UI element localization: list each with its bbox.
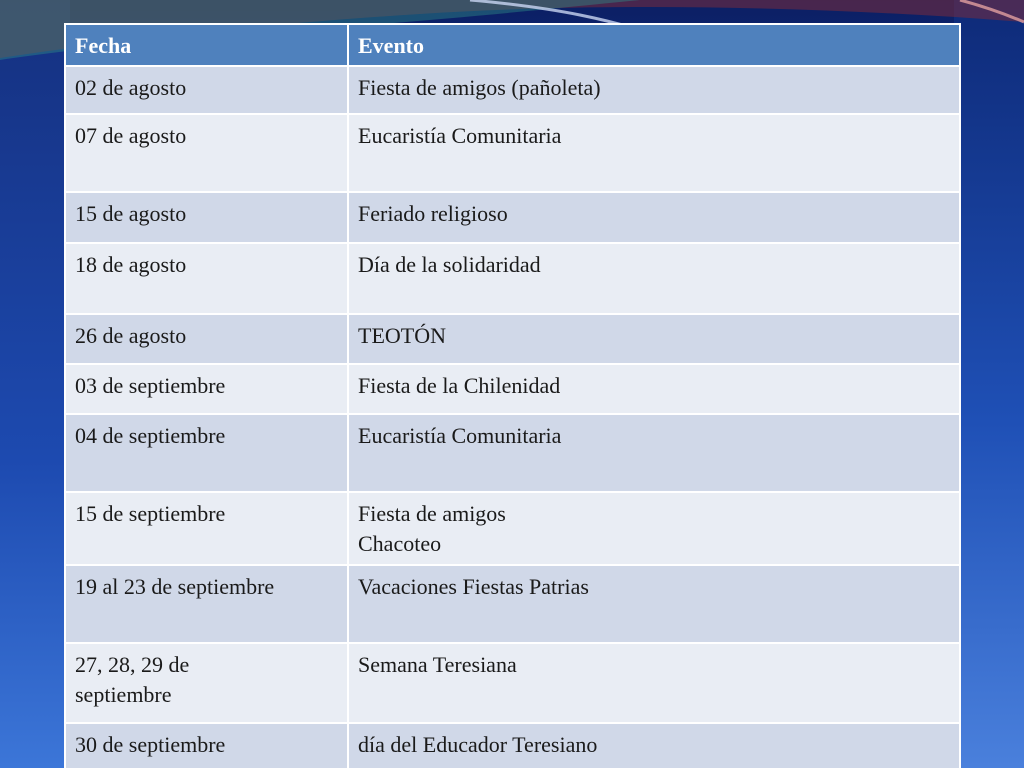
- evento-cell: [348, 243, 960, 314]
- evento-cell: [348, 364, 960, 414]
- fecha-cell: [65, 414, 348, 492]
- evento-text: Fiesta de la Chilenidad: [358, 373, 561, 398]
- fecha-text: 30 de septiembre: [75, 732, 226, 757]
- table-row: [65, 114, 960, 192]
- fecha-cell: [65, 492, 348, 565]
- fecha-text: septiembre: [75, 682, 172, 707]
- evento-cell: [348, 314, 960, 364]
- fecha-cell: [65, 314, 348, 364]
- fecha-cell: [65, 66, 348, 114]
- evento-text: Feriado religioso: [358, 201, 508, 226]
- evento-cell: [348, 643, 960, 723]
- fecha-cell: [65, 723, 348, 768]
- fecha-cell: [65, 364, 348, 414]
- fecha-text: 07 de agosto: [75, 123, 187, 148]
- fecha-text: 04 de septiembre: [75, 423, 226, 448]
- evento-cell: [348, 414, 960, 492]
- fecha-text: 15 de agosto: [75, 201, 187, 226]
- table-row: [65, 66, 960, 114]
- evento-text: Eucaristía Comunitaria: [358, 423, 562, 448]
- table-row: [65, 192, 960, 243]
- fecha-text: 15 de septiembre: [75, 501, 226, 526]
- column-header-fecha: Fecha: [65, 24, 348, 66]
- fecha-cell: [65, 192, 348, 243]
- table-header-row: [65, 24, 960, 66]
- evento-text: Semana Teresiana: [358, 652, 517, 677]
- evento-text: TEOTÓN: [358, 323, 446, 348]
- fecha-cell: [65, 565, 348, 643]
- evento-text: Día de la solidaridad: [358, 252, 541, 277]
- evento-cell: [348, 192, 960, 243]
- evento-cell: [348, 66, 960, 114]
- evento-text: Vacaciones Fiestas Patrias: [358, 574, 589, 599]
- table-row: [65, 565, 960, 643]
- table-row: [65, 364, 960, 414]
- fecha-cell: [65, 643, 348, 723]
- evento-text: día del Educador Teresiano: [358, 732, 598, 757]
- evento-cell: [348, 492, 960, 565]
- table-row: [65, 243, 960, 314]
- fecha-text: 02 de agosto: [75, 75, 187, 100]
- evento-cell: [348, 723, 960, 768]
- evento-text: Chacoteo: [358, 531, 442, 556]
- column-header-evento: Evento: [348, 24, 960, 66]
- table-row: [65, 723, 960, 768]
- table-row: [65, 492, 960, 565]
- evento-text: Fiesta de amigos: [358, 501, 506, 526]
- table-row: [65, 314, 960, 364]
- table-row: [65, 643, 960, 723]
- evento-text: Fiesta de amigos (pañoleta): [358, 75, 601, 100]
- background-right-panel: [954, 0, 1024, 768]
- fecha-text: 18 de agosto: [75, 252, 187, 277]
- fecha-text: 27, 28, 29 de: [75, 652, 190, 677]
- table-body: [65, 66, 960, 768]
- fecha-text: 03 de septiembre: [75, 373, 226, 398]
- fecha-cell: [65, 243, 348, 314]
- events-table: [64, 23, 961, 768]
- fecha-cell: [65, 114, 348, 192]
- evento-text: Eucaristía Comunitaria: [358, 123, 562, 148]
- fecha-text: 19 al 23 de septiembre: [75, 574, 275, 599]
- evento-cell: [348, 565, 960, 643]
- fecha-text: 26 de agosto: [75, 323, 187, 348]
- background-left-panel: [0, 0, 70, 768]
- table-row: [65, 414, 960, 492]
- evento-cell: [348, 114, 960, 192]
